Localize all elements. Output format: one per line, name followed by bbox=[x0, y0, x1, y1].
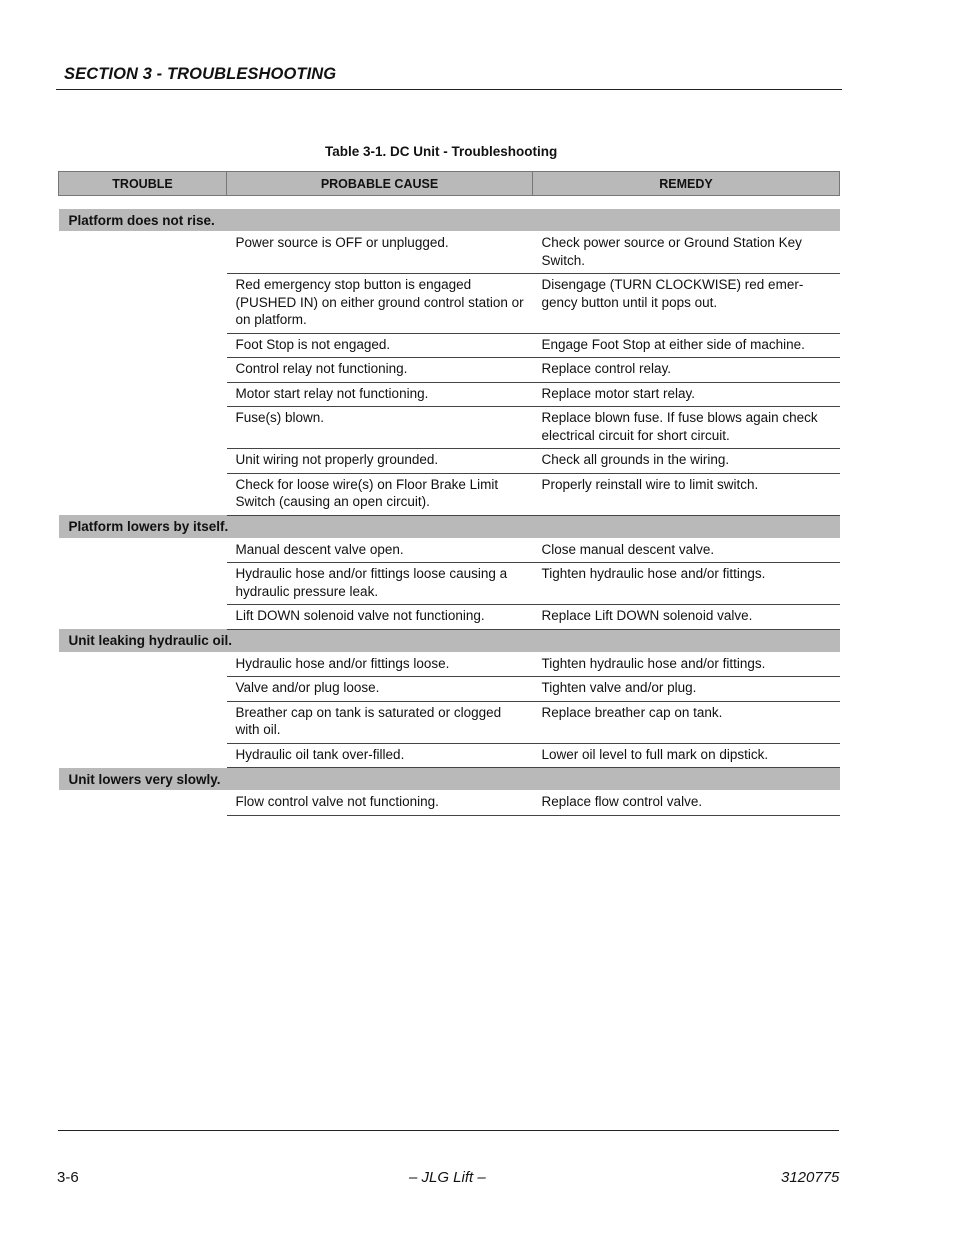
remedy-cell: Check power source or Ground Station Key Switch. bbox=[533, 232, 840, 274]
table-row bbox=[59, 677, 840, 702]
remedy-cell: Tighten hydraulic hose and/or fittings. bbox=[533, 652, 840, 677]
remedy-cell: Replace control relay. bbox=[533, 358, 840, 383]
trouble-label: Unit lowers very slowly. bbox=[59, 768, 840, 791]
probable-cause-cell: Hydraulic hose and/or fittings loose causing a hydraulic pressure leak. bbox=[227, 563, 533, 605]
probable-cause-cell: Flow control valve not functioning. bbox=[227, 791, 533, 816]
trouble-cell-empty bbox=[59, 563, 227, 605]
trouble-cell-empty bbox=[59, 677, 227, 702]
remedy-cell: Replace motor start relay. bbox=[533, 382, 840, 407]
probable-cause-cell: Lift DOWN solenoid valve not functioning. bbox=[227, 605, 533, 630]
remedy-cell: Replace Lift DOWN solenoid valve. bbox=[533, 605, 840, 630]
trouble-cell-empty bbox=[59, 701, 227, 743]
trouble-row bbox=[59, 768, 840, 791]
probable-cause-cell: Valve and/or plug loose. bbox=[227, 677, 533, 702]
table-row bbox=[59, 605, 840, 630]
table-caption: Table 3-1. DC Unit - Troubleshooting bbox=[325, 144, 558, 159]
remedy-cell: Close manual descent valve. bbox=[533, 538, 840, 563]
trouble-cell-empty bbox=[59, 358, 227, 383]
probable-cause-cell: Red emergency stop button is engaged (PUSHED IN) on either ground control station or on platform. bbox=[227, 274, 533, 334]
probable-cause-cell: Manual descent valve open. bbox=[227, 538, 533, 563]
trouble-cell-empty bbox=[59, 652, 227, 677]
table-row bbox=[59, 652, 840, 677]
trouble-row bbox=[59, 209, 840, 232]
trouble-row bbox=[59, 515, 840, 538]
trouble-cell-empty bbox=[59, 743, 227, 768]
page-number: 3-6 bbox=[57, 1169, 79, 1186]
probable-cause-cell: Hydraulic hose and/or fittings loose. bbox=[227, 652, 533, 677]
remedy-cell: Engage Foot Stop at either side of machine. bbox=[533, 333, 840, 358]
probable-cause-cell: Motor start relay not functioning. bbox=[227, 382, 533, 407]
table-header-row bbox=[59, 172, 840, 196]
section-title: SECTION 3 - TROUBLESHOOTING bbox=[64, 65, 337, 83]
table-row bbox=[59, 473, 840, 515]
table-row bbox=[59, 382, 840, 407]
table-row bbox=[59, 743, 840, 768]
remedy-cell: Properly reinstall wire to limit switch. bbox=[533, 473, 840, 515]
trouble-cell-empty bbox=[59, 538, 227, 563]
document-number: 3120775 bbox=[781, 1169, 840, 1186]
table-row bbox=[59, 274, 840, 334]
trouble-cell-empty bbox=[59, 333, 227, 358]
column-header-trouble: TROUBLE bbox=[59, 172, 227, 196]
trouble-row bbox=[59, 629, 840, 652]
probable-cause-cell: Control relay not functioning. bbox=[227, 358, 533, 383]
trouble-cell-empty bbox=[59, 791, 227, 816]
probable-cause-cell: Hydraulic oil tank over-filled. bbox=[227, 743, 533, 768]
remedy-cell: Replace breather cap on tank. bbox=[533, 701, 840, 743]
header-rule bbox=[56, 89, 842, 90]
remedy-cell: Replace flow control valve. bbox=[533, 791, 840, 816]
trouble-label: Platform lowers by itself. bbox=[59, 515, 840, 538]
probable-cause-cell: Breather cap on tank is saturated or clogged with oil. bbox=[227, 701, 533, 743]
table-row bbox=[59, 232, 840, 274]
remedy-cell: Check all grounds in the wiring. bbox=[533, 449, 840, 474]
probable-cause-cell: Check for loose wire(s) on Floor Brake Limit Switch (causing an open circuit). bbox=[227, 473, 533, 515]
trouble-label: Unit leaking hydraulic oil. bbox=[59, 629, 840, 652]
trouble-cell-empty bbox=[59, 449, 227, 474]
table-row bbox=[59, 333, 840, 358]
remedy-cell: Tighten hydraulic hose and/or fittings. bbox=[533, 563, 840, 605]
probable-cause-cell: Fuse(s) blown. bbox=[227, 407, 533, 449]
trouble-cell-empty bbox=[59, 407, 227, 449]
remedy-cell: Replace blown fuse. If fuse blows again check electrical circuit for short circuit. bbox=[533, 407, 840, 449]
footer-title: – JLG Lift – bbox=[409, 1169, 486, 1186]
footer-rule bbox=[58, 1130, 839, 1131]
table-row bbox=[59, 701, 840, 743]
table-body bbox=[59, 196, 840, 816]
trouble-cell-empty bbox=[59, 605, 227, 630]
table-row bbox=[59, 538, 840, 563]
remedy-cell: Tighten valve and/or plug. bbox=[533, 677, 840, 702]
header-spacer bbox=[59, 196, 840, 210]
table-row bbox=[59, 449, 840, 474]
troubleshooting-table bbox=[58, 171, 840, 816]
column-header-probable-cause: PROBABLE CAUSE bbox=[227, 172, 533, 196]
trouble-cell-empty bbox=[59, 473, 227, 515]
table-row bbox=[59, 791, 840, 816]
table-row bbox=[59, 358, 840, 383]
remedy-cell: Lower oil level to full mark on dipstick. bbox=[533, 743, 840, 768]
table-row bbox=[59, 407, 840, 449]
trouble-cell-empty bbox=[59, 382, 227, 407]
trouble-cell-empty bbox=[59, 274, 227, 334]
probable-cause-cell: Power source is OFF or unplugged. bbox=[227, 232, 533, 274]
trouble-label: Platform does not rise. bbox=[59, 209, 840, 232]
column-header-remedy: REMEDY bbox=[533, 172, 840, 196]
table-row bbox=[59, 563, 840, 605]
probable-cause-cell: Unit wiring not properly grounded. bbox=[227, 449, 533, 474]
probable-cause-cell: Foot Stop is not engaged. bbox=[227, 333, 533, 358]
remedy-cell: Disengage (TURN CLOCKWISE) red emer-gency button until it pops out. bbox=[533, 274, 840, 334]
trouble-cell-empty bbox=[59, 232, 227, 274]
